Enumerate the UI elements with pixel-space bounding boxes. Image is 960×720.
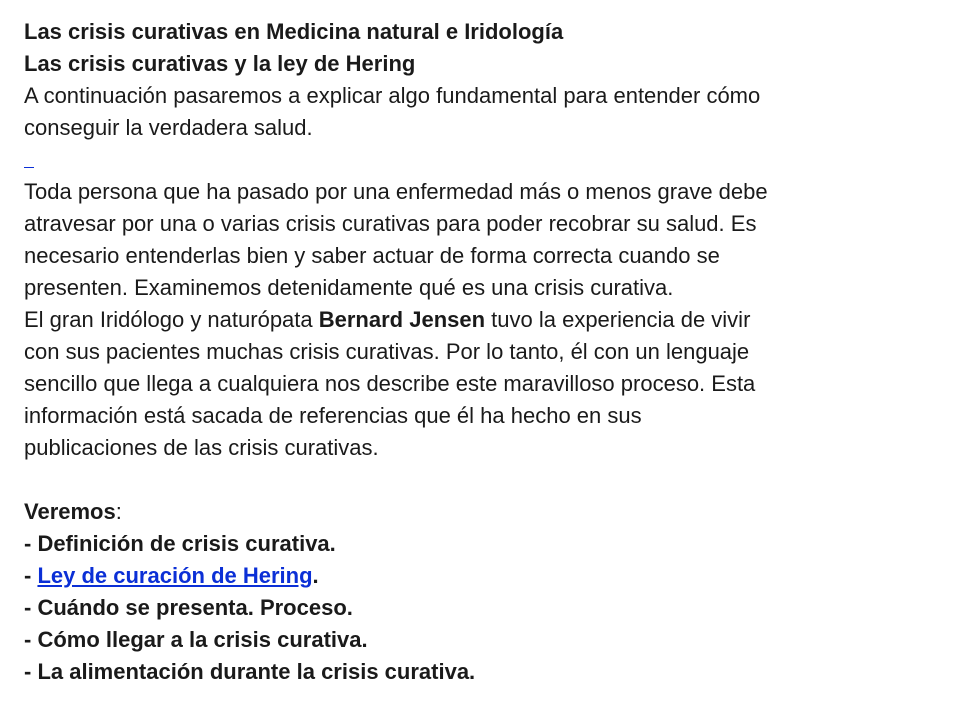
list-item-when: - Cuándo se presenta. Proceso. (24, 595, 353, 620)
list-item-hering (24, 560, 940, 592)
intro-line-2: conseguir la verdadera salud. (24, 115, 313, 140)
empty-anchor-link[interactable] (24, 145, 34, 168)
blank-line (24, 464, 940, 496)
list-item-hering-prefix: - (24, 563, 38, 588)
page-subtitle: Las crisis curativas y la ley de Hering (24, 51, 416, 76)
paragraph2-line-2: con sus pacientes muchas crisis curativas. Por lo tanto, él con un lenguaje (24, 339, 750, 364)
paragraph2-line-1 (24, 304, 940, 336)
list-item-how: - Cómo llegar a la crisis curativa. (24, 627, 368, 652)
paragraph1-line-3: necesario entenderlas bien y saber actuar de forma correcta cuando se (24, 243, 720, 268)
list-item-hering-suffix: . (312, 563, 319, 588)
paragraph1-line-2: atravesar por una o varias crisis curativas para poder recobrar su salud. Es (24, 211, 757, 236)
list-item-food: - La alimentación durante la crisis curativa. (24, 659, 476, 684)
empty-anchor-line (24, 144, 940, 176)
paragraph2-text-before: El gran Iridólogo y naturópata (24, 307, 319, 332)
paragraph2-text-after: tuvo la experiencia de vivir (485, 307, 751, 332)
hering-law-link[interactable]: Ley de curación de Hering (37, 563, 313, 588)
paragraph2-line-5: publicaciones de las crisis curativas. (24, 435, 379, 460)
paragraph1-line-4: presenten. Examinemos detenidamente qué es una crisis curativa. (24, 275, 674, 300)
veremos-label: Veremos (24, 499, 116, 524)
veremos-colon: : (115, 499, 122, 524)
paragraph2-line-4: información está sacada de referencias que él ha hecho en sus (24, 403, 642, 428)
author-name: Bernard Jensen (318, 307, 486, 332)
paragraph1-line-1: Toda persona que ha pasado por una enfermedad más o menos grave debe (24, 179, 768, 204)
list-item-definition: - Definición de crisis curativa. (24, 531, 336, 556)
paragraph2-line-3: sencillo que llega a cualquiera nos describe este maravilloso proceso. Esta (24, 371, 756, 396)
intro-line-1: A continuación pasaremos a explicar algo fundamental para entender cómo (24, 83, 761, 108)
veremos-heading (24, 496, 940, 528)
document-body (24, 16, 940, 688)
page-title: Las crisis curativas en Medicina natural e Iridología (24, 19, 564, 44)
